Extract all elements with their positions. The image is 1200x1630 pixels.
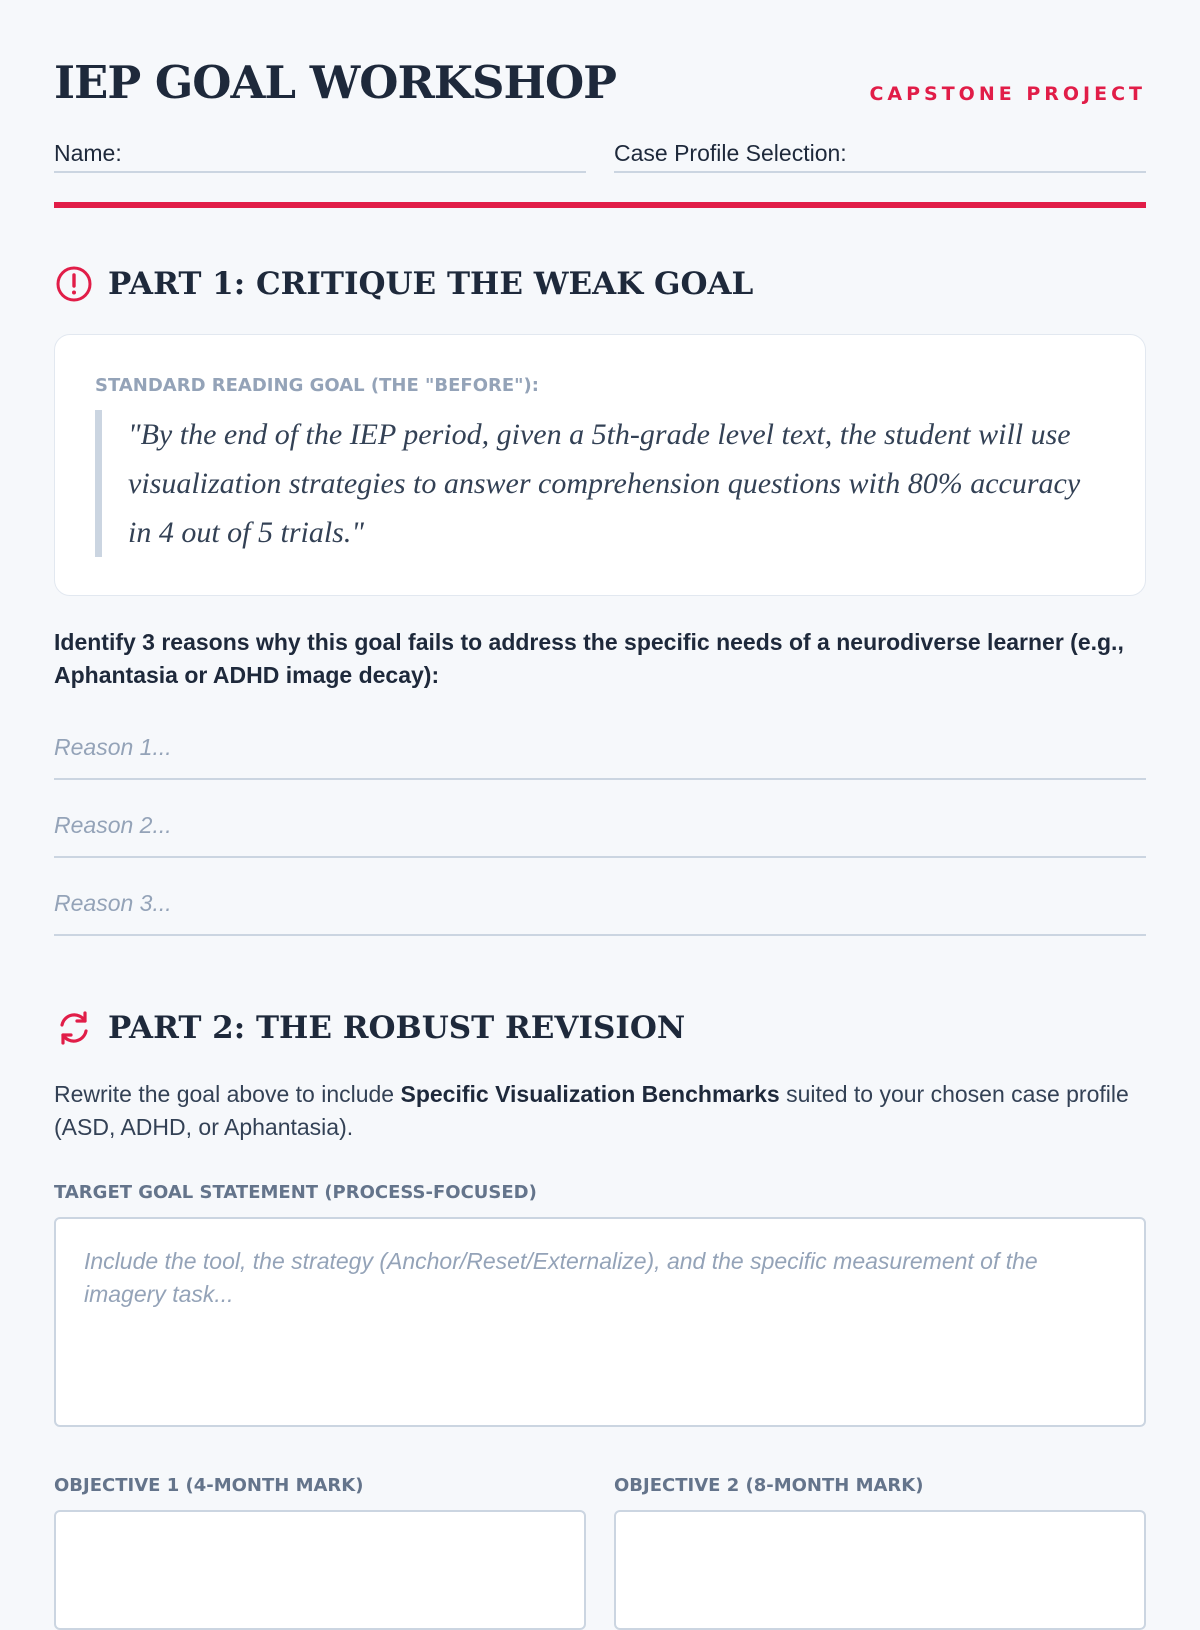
part1-heading-text: PART 1: CRITIQUE THE WEAK GOAL (108, 266, 754, 302)
worksheet-header (54, 0, 1146, 208)
part1-heading (54, 264, 1146, 304)
objective-1-label: OBJECTIVE 1 (4-MONTH MARK) (54, 1475, 364, 1496)
part2-heading-text: PART 2: THE ROBUST REVISION (108, 1010, 686, 1046)
objective-1-textarea[interactable] (54, 1510, 586, 1630)
reasons-list (54, 702, 1146, 936)
instr-emphasis: Specific Visualization Benchmarks (400, 1081, 780, 1107)
page-title: IEP GOAL WORKSHOP (54, 56, 617, 109)
name-field[interactable]: Name: (54, 140, 586, 173)
part2-heading (54, 1008, 1146, 1048)
standard-goal-quote: "By the end of the IEP period, given a 5th-grade level text, the student will use visualization strategies to answer comprehension questions with 80% accuracy in 4 out of 5 trials." (95, 410, 1105, 557)
instr-text-before: Rewrite the goal above to include (54, 1081, 401, 1107)
objectives-row (54, 1475, 1146, 1630)
standard-goal-label: STANDARD READING GOAL (THE "BEFORE"): (95, 375, 539, 396)
objective-2-textarea[interactable] (614, 1510, 1146, 1630)
objective-1 (54, 1475, 586, 1630)
instr-text-after: suited to your chosen case profile (ASD, ADHD, or Aphantasia). (54, 1081, 1129, 1140)
refresh-icon (54, 1008, 94, 1048)
case-profile-field[interactable]: Case Profile Selection: (614, 140, 1146, 173)
capstone-tag: CAPSTONE PROJECT (869, 83, 1146, 105)
student-fields (54, 140, 1146, 173)
target-goal-textarea[interactable]: Include the tool, the strategy (Anchor/Reset/Externalize), and the specific measurement of the imagery task... (54, 1217, 1146, 1427)
reason-1-input[interactable]: Reason 1... (54, 702, 1146, 780)
critique-prompt: Identify 3 reasons why this goal fails to address the specific needs of a neurodiverse learner (e.g., Aphantasia or ADHD image decay): (54, 629, 1124, 688)
header-divider (54, 202, 1146, 208)
target-goal-label: TARGET GOAL STATEMENT (PROCESS-FOCUSED) (54, 1182, 537, 1203)
revision-instructions (54, 1078, 1146, 1144)
reason-3-input[interactable]: Reason 3... (54, 858, 1146, 936)
objective-2-label: OBJECTIVE 2 (8-MONTH MARK) (614, 1475, 924, 1496)
standard-goal-card (54, 334, 1146, 596)
reason-2-input[interactable]: Reason 2... (54, 780, 1146, 858)
alert-circle-icon (54, 264, 94, 304)
objective-2 (614, 1475, 1146, 1630)
